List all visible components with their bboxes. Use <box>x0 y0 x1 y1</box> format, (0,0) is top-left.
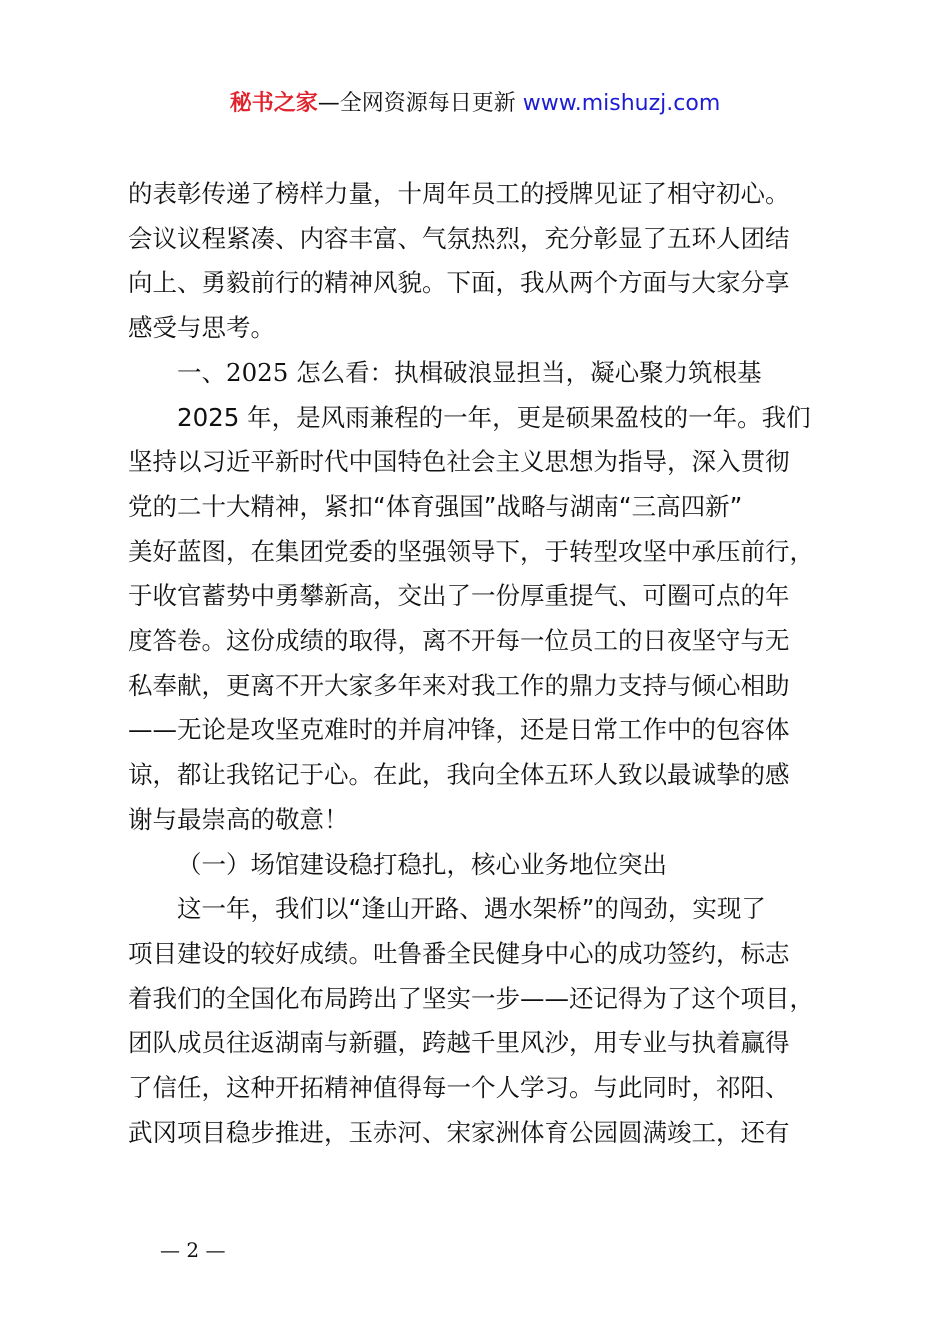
body-line: 感受与思考。 <box>128 313 275 343</box>
paragraph-start: 2025 年，是风雨兼程的一年，更是硕果盈枝的一年。我们 <box>177 402 811 432</box>
body-line: 武冈项目稳步推进，玉赤河、宋家洲体育公园圆满竣工，还有 <box>128 1117 790 1147</box>
body-line: 党的二十大精神，紧扣“体育强国”战略与湖南“三高四新” <box>128 491 743 521</box>
page-number: — 2 — <box>160 1238 226 1262</box>
body-line: ——无论是攻坚克难时的并肩冲锋，还是日常工作中的包容体 <box>128 715 790 745</box>
paragraph-start: 这一年，我们以“逢山开路、遇水架桥”的闯劲，实现了 <box>177 894 766 924</box>
body-line: 谅，都让我铭记于心。在此，我向全体五环人致以最诚挚的感 <box>128 760 790 790</box>
body-line: 项目建设的较好成绩。吐鲁番全民健身中心的成功签约，标志 <box>128 938 790 968</box>
body-line: 度答卷。这份成绩的取得，离不开每一位员工的日夜坚守与无 <box>128 626 790 656</box>
body-line: 的表彰传递了榜样力量，十周年员工的授牌见证了相守初心。 <box>128 179 790 208</box>
body-line: 会议议程紧凑、内容丰富、气氛热烈，充分彰显了五环人团结 <box>128 223 790 253</box>
subsection-heading: （一）场馆建设稳打稳扎，核心业务地位突出 <box>177 849 667 879</box>
body-line: 坚持以习近平新时代中国特色社会主义思想为指导，深入贯彻 <box>128 447 790 477</box>
body-line: 向上、勇毅前行的精神风貌。下面，我从两个方面与大家分享 <box>128 268 790 298</box>
body-line: 私奉献，更离不开大家多年来对我工作的鼎力支持与倾心相助 <box>128 670 790 700</box>
body-line: 团队成员往返湖南与新疆，跨越千里风沙，用专业与执着赢得 <box>128 1028 790 1058</box>
body-line: 着我们的全国化布局跨出了坚实一步——还记得为了这个项目， <box>128 983 814 1013</box>
brand-name: 秘书之家 <box>229 91 318 116</box>
header-slogan: —全网资源每日更新 <box>317 91 523 116</box>
body-line: 美好蓝图，在集团党委的坚强领导下，于转型攻坚中承压前行， <box>128 536 814 566</box>
site-url-link[interactable]: www.mishuzj.com <box>522 91 721 116</box>
section-heading: 一、2025 怎么看：执楫破浪显担当，凝心聚力筑根基 <box>177 357 762 387</box>
body-line: 了信任，这种开拓精神值得每一个人学习。与此同时，祁阳、 <box>128 1073 790 1103</box>
body-line: 谢与最崇高的敬意！ <box>128 804 349 834</box>
body-line: 于收官蓄势中勇攀新高，交出了一份厚重提气、可圈可点的年 <box>128 581 790 611</box>
site-header <box>0 89 950 119</box>
document-body <box>128 172 838 1155</box>
